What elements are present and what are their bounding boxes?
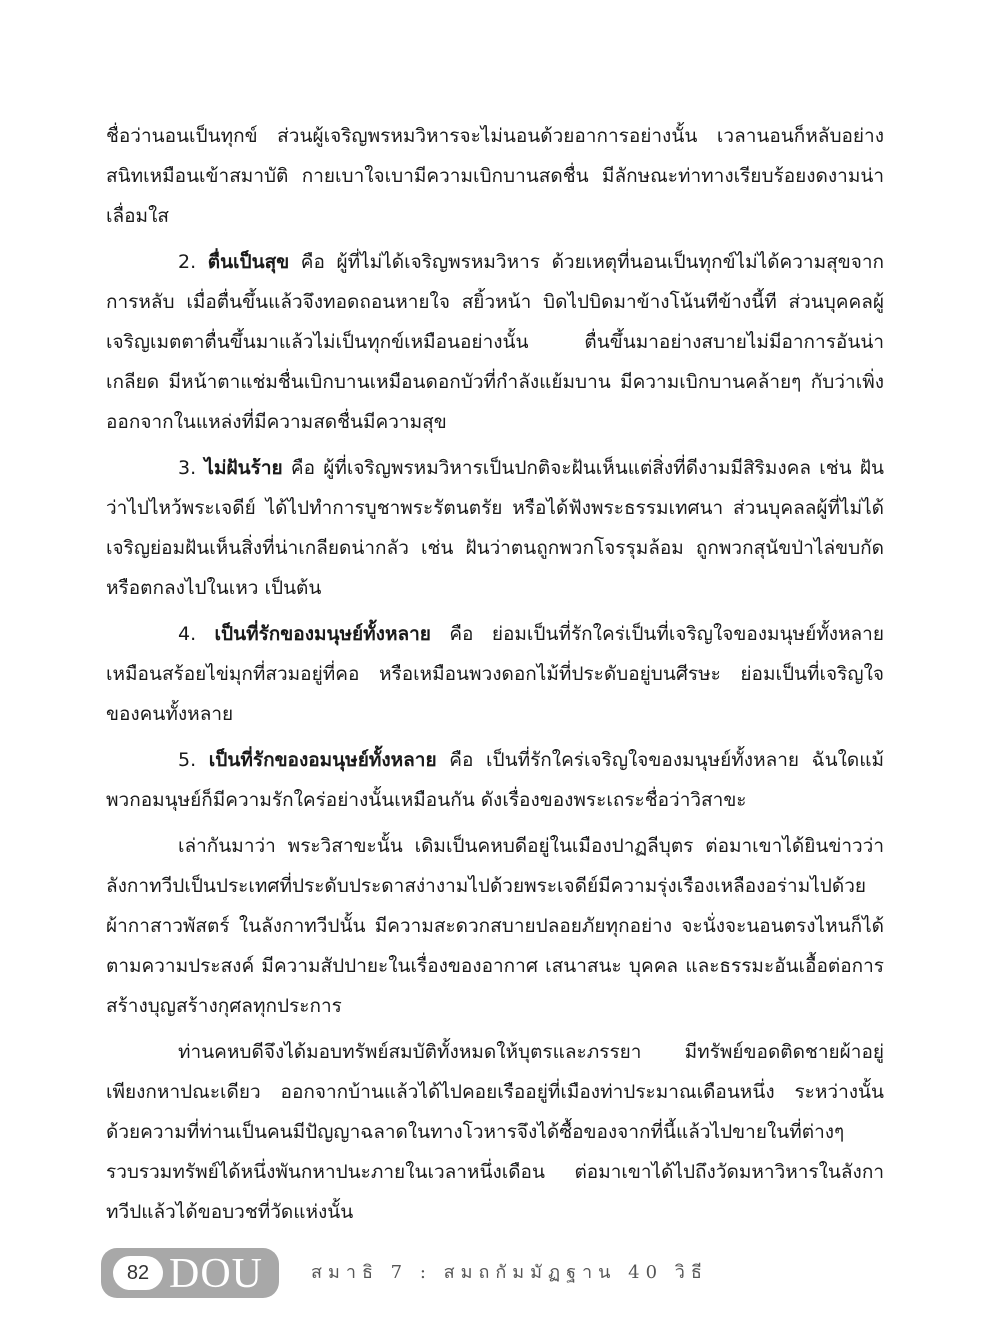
paragraph-item-5	[106, 740, 884, 820]
footer-badge	[101, 1248, 279, 1298]
paragraph-story-continued	[106, 1032, 884, 1232]
brand-logo: DOU	[169, 1251, 263, 1297]
item-number: 3.	[178, 457, 197, 479]
item-number: 4.	[178, 623, 197, 645]
paragraph-text: ชื่อว่านอนเป็นทุกข์ ส่วนผู้เจริญพรหมวิหารจะไม่นอนด้วยอาการอย่างนั้น เวลานอนก็หลับอย่างสนิทเหมือนเข้าสมาบัติ กายเบาใจเบามีความเบิกบานสดชื่น มีลักษณะท่าทางเรียบร้อยงดงามน่าเลื่อมใส	[106, 125, 884, 227]
paragraph-item-2	[106, 242, 884, 442]
paragraph-text: คือ ผู้ที่เจริญพรหมวิหารเป็นปกติจะฝันเห็นแต่สิ่งที่ดีงามมีสิริมงคล เช่น ฝันว่าไปไหว้พระเจดีย์ ได้ไปทำการบูชาพระรัตนตรัย หรือได้ฟังพระธรรมเทศนา ส่วนบุคลลผู้ที่ไม่ได้เจริญย่อมฝันเห็นสิ่งที่น่าเกลียดน่ากลัว เช่น ฝันว่าตนถูกพวกโจรรุมล้อม ถูกพวกสุนัขป่าไล่ขบกัดหรือตกลงไปในเหว เป็นต้น	[106, 457, 884, 599]
paragraph-item-4	[106, 614, 884, 734]
paragraph-continuation	[106, 116, 884, 236]
item-heading: เป็นที่รักของอมนุษย์ทั้งหลาย	[208, 749, 437, 771]
item-number: 5.	[178, 749, 197, 771]
running-title: สมาธิ 7 : สมถกัมมัฏฐาน 40 วิธี	[311, 1262, 708, 1283]
paragraph-text: เล่ากันมาว่า พระวิสาขะนั้น เดิมเป็นคหบดีอยู่ในเมืองปาฏลีบุตร ต่อมาเขาได้ยินข่าวว่าลังกาทวีปเป็นประเทศที่ประดับประดาสง่างามไปด้วยพระเจดีย์มีความรุ่งเรืองเหลืองอร่ามไปด้วยผ้ากาสาวพัสตร์ ในลังกาทวีปนั้น มีความสะดวกสบายปลอยภัยทุกอย่าง จะนั่งจะนอนตรงไหนก็ได้ตามความประสงค์ มีความสัปปายะในเรื่องของอากาศ เสนาสนะ บุคคล และธรรมะอันเอื้อต่อการสร้างบุญสร้างกุศลทุกประการ	[106, 835, 884, 1017]
paragraph-text: คือ เป็นที่รักใคร่เจริญใจของมนุษย์ทั้งหลาย ฉันใดแม้พวกอมนุษย์ก็มีความรักใคร่อย่างนั้นเหมือนกัน ดังเรื่องของพระเถระชื่อว่าวิสาขะ	[106, 749, 885, 811]
paragraph-text: คือ ผู้ที่ไม่ได้เจริญพรหมวิหาร ด้วยเหตุที่นอนเป็นทุกข์ไม่ได้ความสุขจากการหลับ เมื่อตื่นขึ้นแล้วจึงทอดถอนหายใจ สยิ้วหน้า บิดไปบิดมาข้างโน้นทีข้างนี้ที ส่วนบุคคลผู้เจริญเมตตาตื่นขึ้นมาแล้วไม่เป็นทุกข์เหมือนอย่างนั้น ตื่นขึ้นมาอย่างสบายไม่มีอาการอันน่าเกลียด มีหน้าตาแช่มชื่นเบิกบานเหมือนดอกบัวที่กำลังแย้มบาน มีความเบิกบานคล้ายๆ กับว่าเพิ่งออกจากในแหล่งที่มีความสดชื่นมีความสุข	[106, 251, 884, 433]
page-number: 82	[113, 1256, 163, 1290]
item-heading: ตื่นเป็นสุข	[207, 251, 290, 273]
paragraph-text: ท่านคหบดีจึงได้มอบทรัพย์สมบัติทั้งหมดให้บุตรและภรรยา มีทรัพย์ขอดติดชายผ้าอยู่เพียงกหาปณะเดียว ออกจากบ้านแล้วได้ไปคอยเรืออยู่ที่เมืองท่าประมาณเดือนหนึ่ง ระหว่างนั้นด้วยความที่ท่านเป็นคนมีปัญญาฉลาดในทางโวหารจึงได้ซื้อของจากที่นี้แล้วไปขายในที่ต่างๆ รวบรวมทรัพย์ได้หนึ่งพันกหาปนะภายในเวลาหนึ่งเดือน ต่อมาเขาได้ไปถึงวัดมหาวิหารในลังกาทวีปแล้วได้ขอบวชที่วัดแห่งนั้น	[106, 1041, 884, 1223]
item-heading: ไม่ฝันร้าย	[204, 457, 283, 479]
item-heading: เป็นที่รักของมนุษย์ทั้งหลาย	[214, 623, 431, 645]
page-footer	[101, 1248, 801, 1298]
paragraph-story	[106, 826, 884, 1026]
page-body	[106, 116, 884, 1232]
item-number: 2.	[178, 251, 197, 273]
paragraph-text: คือ ย่อมเป็นที่รักใคร่เป็นที่เจริญใจของมนุษย์ทั้งหลายเหมือนสร้อยไข่มุกที่สวมอยู่ที่คอ หรือเหมือนพวงดอกไม้ที่ประดับอยู่บนศีรษะ ย่อมเป็นที่เจริญใจของคนทั้งหลาย	[106, 623, 884, 725]
paragraph-item-3	[106, 448, 884, 608]
